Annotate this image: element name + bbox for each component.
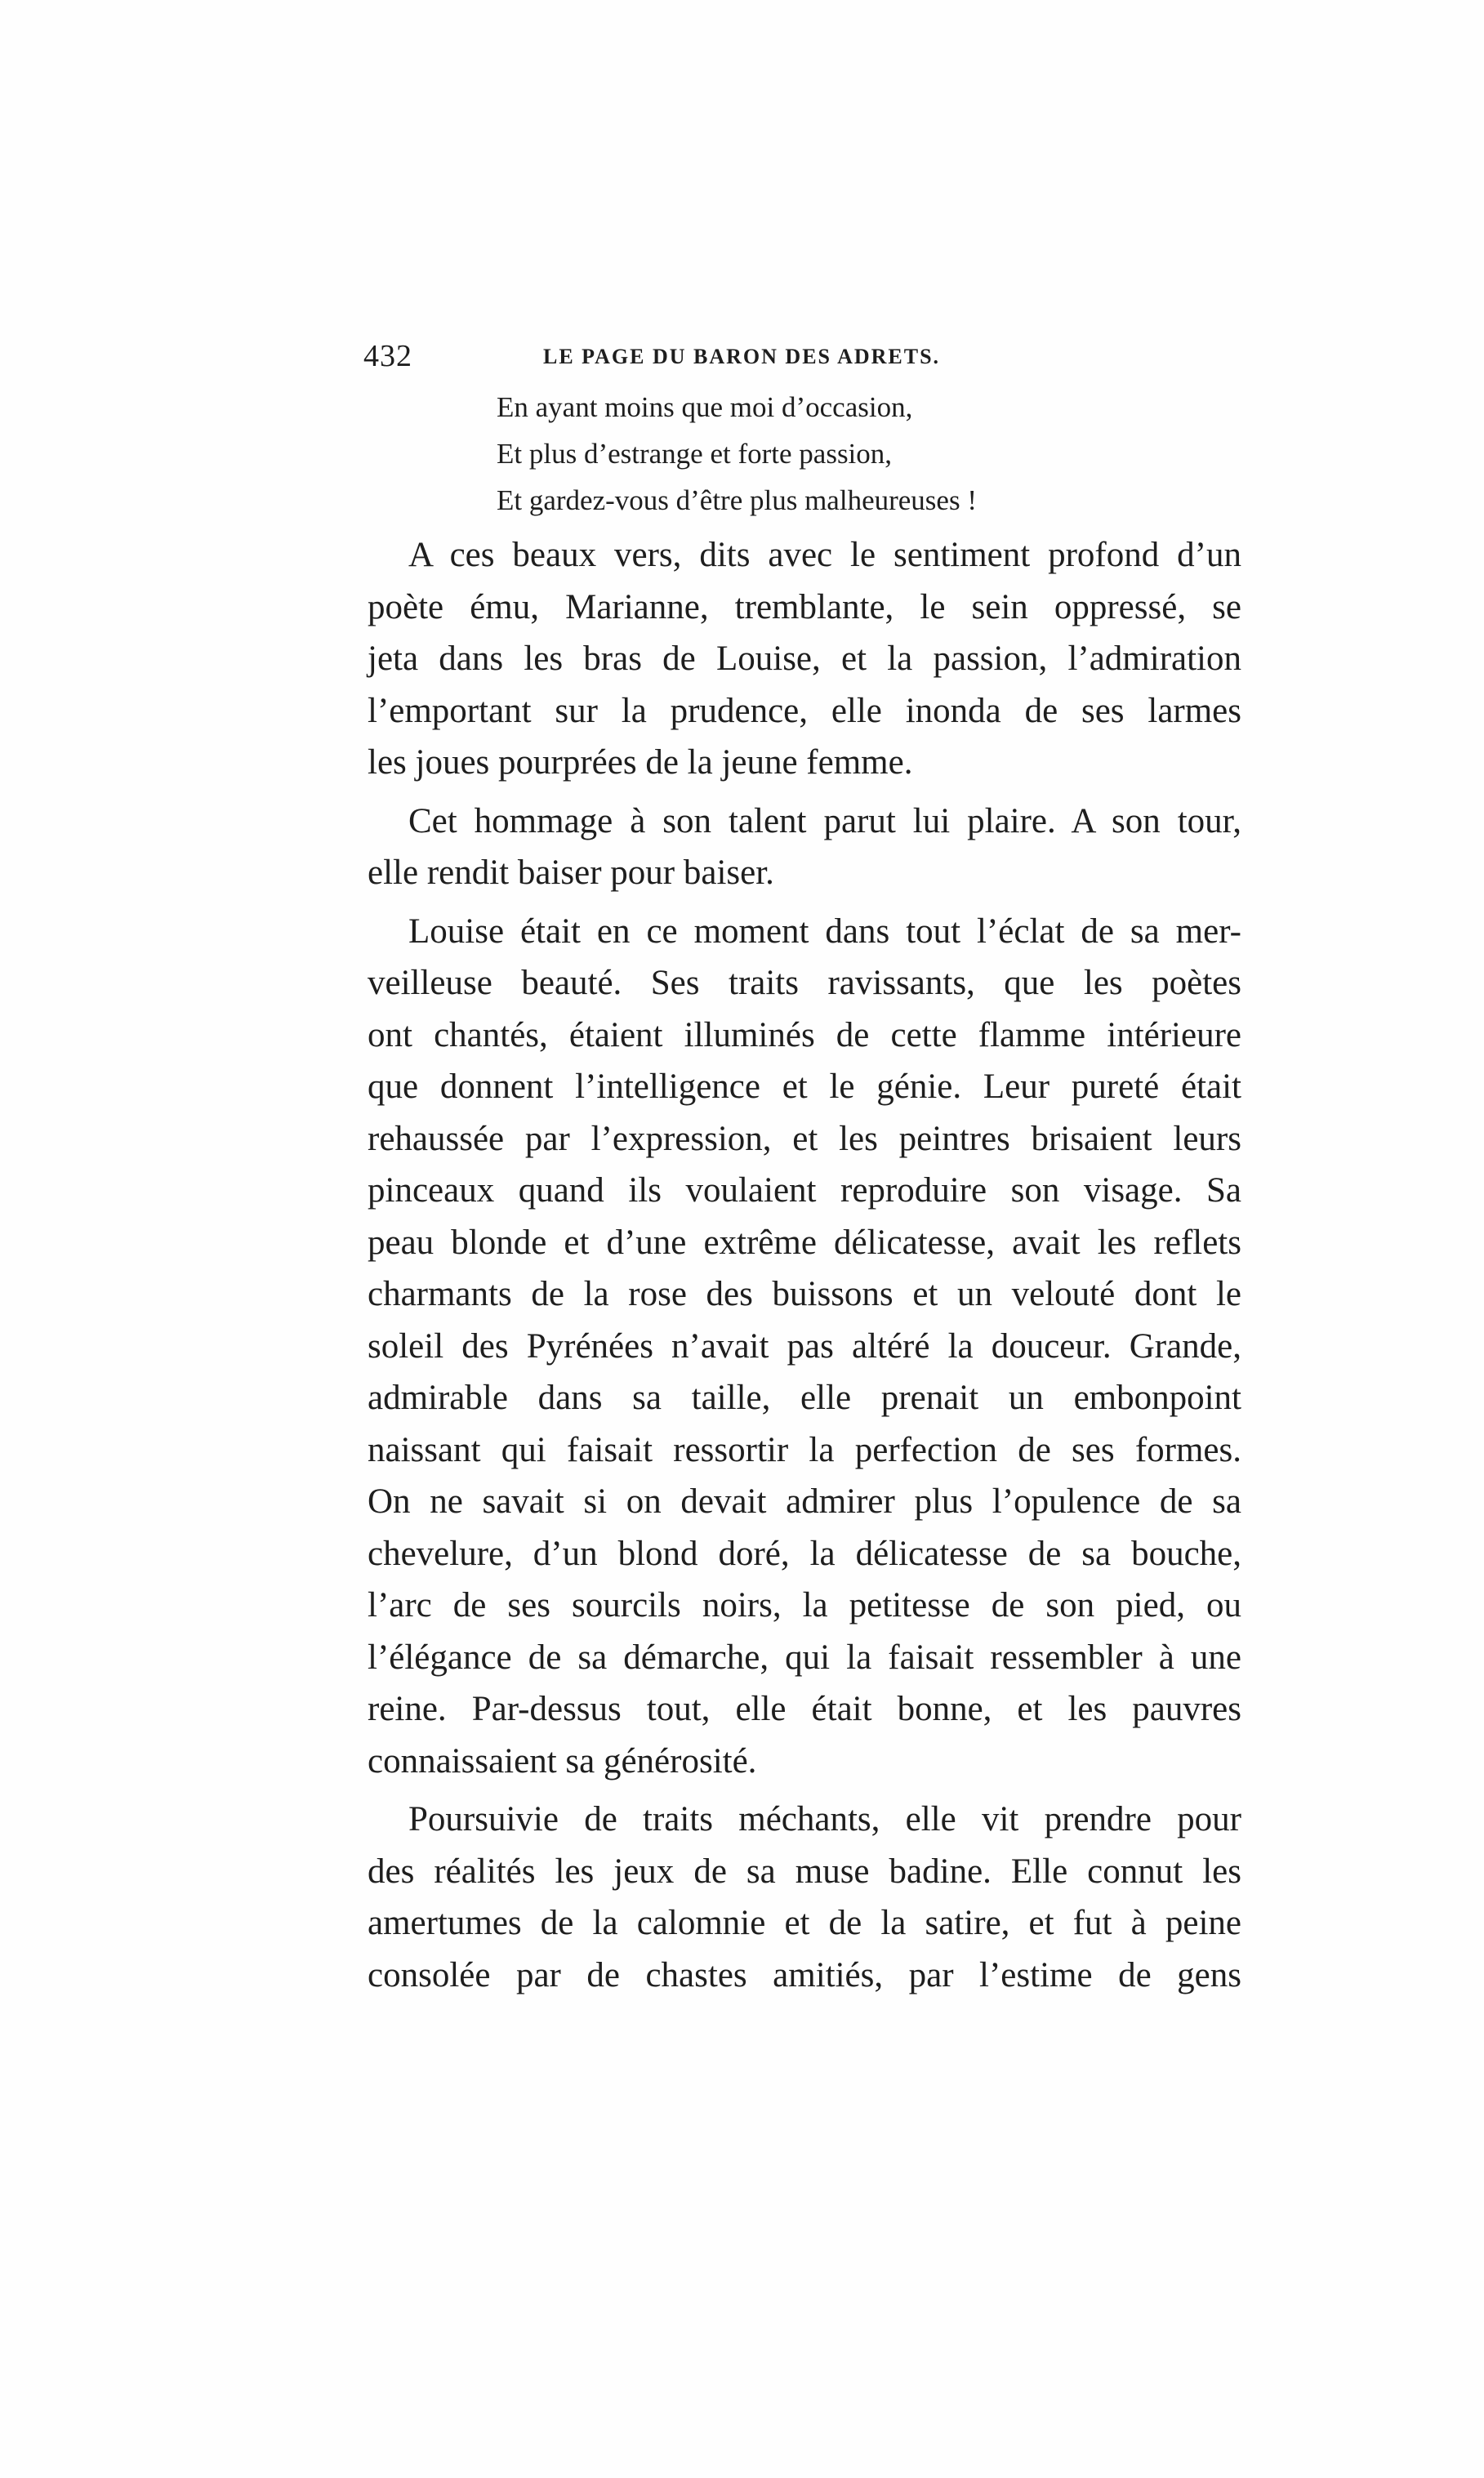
text-line: jeta dans les bras de Louise, et la passion, l’admiration [368, 640, 1241, 678]
text-line: reine. Par-dessus tout, elle était bonne, et les pauvres [368, 1690, 1241, 1728]
running-title: LE PAGE DU BARON DES ADRETS. [543, 345, 941, 368]
text-line: connaissaient sa générosité. [368, 1741, 757, 1781]
text-line: consolée par de chastes amitiés, par l’estime de gens [368, 1955, 1241, 1994]
text-line: veilleuse beauté. Ses traits ravissants, que les poètes [368, 964, 1241, 1002]
text-line: elle rendit baiser pour baiser. [368, 853, 774, 892]
paragraph [368, 1794, 1241, 2001]
text-line: On ne savait si on devait admirer plus l’opulence de sa [368, 1482, 1241, 1521]
text-line: l’arc de ses sourcils noirs, la petitesse de son pied, ou [368, 1586, 1241, 1625]
text-line: l’élégance de sa démarche, qui la faisait ressembler à une [368, 1638, 1241, 1677]
verse-line: Et plus d’estrange et forte passion, [497, 438, 893, 470]
text-line: que donnent l’intelligence et le génie. Leur pureté était [368, 1067, 1241, 1106]
text-line: Cet hommage à son talent parut lui plaire. A son tour, [408, 801, 1241, 840]
text-line: chevelure, d’un blond doré, la délicatesse de sa bouche, [368, 1534, 1241, 1573]
page-header [363, 338, 1254, 379]
text-line: des réalités les jeux de sa muse badine. Elle connut les [368, 1852, 1241, 1891]
text-line: peau blonde et d’une extrême délicatesse, avait les reflets [368, 1223, 1241, 1262]
verse-quotation [497, 384, 1150, 524]
body-text [368, 529, 1241, 2008]
text-line: poète ému, Marianne, tremblante, le sein oppressé, se [368, 587, 1241, 626]
verse-line: Et gardez-vous d’être plus malheureuses ! [497, 484, 977, 516]
text-line: pinceaux quand ils voulaient reproduire son visage. Sa [368, 1171, 1241, 1210]
text-line: amertumes de la calomnie et de la satire, et fut à peine [368, 1904, 1241, 1942]
page-number: 432 [363, 339, 412, 373]
text-line: Poursuivie de traits méchants, elle vit prendre pour [408, 1800, 1241, 1838]
text-line: charmants de la rose des buissons et un velouté dont le [368, 1275, 1241, 1313]
text-line: soleil des Pyrénées n’avait pas altéré la douceur. Grande, [368, 1326, 1241, 1366]
paragraph [368, 529, 1241, 789]
text-line: Louise était en ce moment dans tout l’éclat de sa mer- [408, 911, 1241, 951]
verse-line: En ayant moins que moi d’occasion, [497, 391, 913, 423]
paragraph [368, 906, 1241, 1788]
text-line: rehaussée par l’expression, et les peintres brisaient leurs [368, 1119, 1241, 1158]
text-line: admirable dans sa taille, elle prenait un embonpoint [368, 1379, 1241, 1417]
text-line: naissant qui faisait ressortir la perfection de ses formes. [368, 1430, 1241, 1469]
text-line: A ces beaux vers, dits avec le sentiment profond d’un [408, 536, 1241, 574]
text-line: l’emportant sur la prudence, elle inonda de ses larmes [368, 691, 1241, 730]
text-line: les joues pourprées de la jeune femme. [368, 743, 913, 782]
text-line: ont chantés, étaient illuminés de cette flamme intérieure [368, 1015, 1241, 1054]
paragraph [368, 796, 1241, 899]
